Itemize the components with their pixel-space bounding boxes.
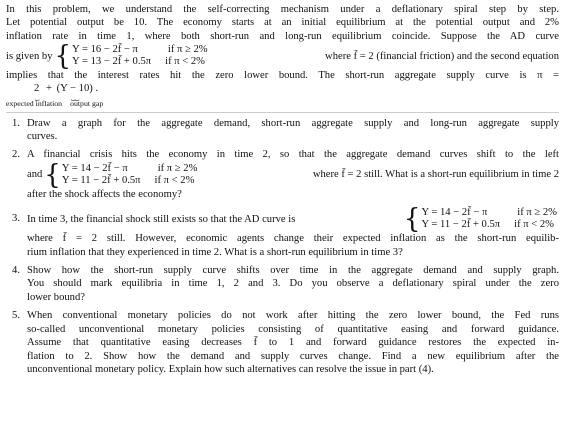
question-text: Draw a graph for the aggregate demand, short-run aggregate supply and long-run aggregate supply xyxy=(27,117,559,129)
ad-row-2 xyxy=(72,56,205,67)
ad-row-2-eq: Y = 13 − 2f̄ + 0.5π xyxy=(72,56,152,68)
question-2 xyxy=(6,148,559,201)
ad-row-1-cond: if π ≥ 2% xyxy=(157,163,198,175)
ad-shift-equation xyxy=(27,159,559,191)
as-term-gap xyxy=(57,83,93,100)
question-text: In time 3, the financial shock still exists so that the AD curve is xyxy=(27,213,296,225)
question-text: after the shock affects the economy? xyxy=(27,188,182,200)
as-plus: + xyxy=(45,82,52,94)
question-5 xyxy=(6,309,559,376)
intro-line-3: inflation rate in time 1, where both short-run and long-run equilibrium coincide. Suppose the AD curve xyxy=(6,30,559,42)
question-text: unconventional monetary policy. Explain how such alternatives can resolve the issue in part (4). xyxy=(27,363,434,375)
and-text: and xyxy=(27,169,43,181)
question-text: curves. xyxy=(27,131,58,143)
question-4 xyxy=(6,264,559,304)
ad-row-1 xyxy=(62,163,198,174)
ad-row-1-eq: Y = 14 − 2f̄ − π xyxy=(61,163,128,175)
ad-row-1-eq: Y = 14 − 2f̄ − π xyxy=(421,207,488,219)
brace-icon: { xyxy=(403,203,421,235)
question-text: When conventional monetary policies do not work after hitting the zero lower bound, the Fed runs xyxy=(27,310,559,322)
question-text: You should mark equilibria in time 1, 2 and 3. Do you observe a deflationary spiral under the zero xyxy=(27,278,559,290)
ad-row-1-cond: if π ≥ 2% xyxy=(517,207,557,219)
underbrace-icon: ⏟ xyxy=(34,91,39,101)
ad-row-1 xyxy=(421,207,557,218)
label-expected-inflation: expected inflation xyxy=(6,98,63,108)
ad-row-1-eq: Y = 16 − 2f̄ − π xyxy=(72,44,138,56)
underbrace-labels xyxy=(6,99,559,108)
question-text: A financial crisis hits the economy in time 2, so that the aggregate demand curves shift to the left xyxy=(27,149,559,161)
given-by-text: is given by xyxy=(6,50,53,62)
ad-piecewise-time-2 xyxy=(44,159,198,191)
brace-icon: { xyxy=(44,159,61,191)
ad-row-1-cond: if π ≥ 2% xyxy=(167,44,208,56)
question-text: Show how the short-run supply curve shifts over time in the aggregate demand and supply graph. xyxy=(27,265,559,277)
as-curve-equation xyxy=(6,83,559,100)
question-number: 1. xyxy=(12,117,20,129)
ad-row-2-cond: if π < 2% xyxy=(165,56,206,68)
question-text: flation to 2. Show how the demand and supply curves change. Find a new equilibrium after the xyxy=(27,350,559,362)
ad-row-2 xyxy=(62,175,195,186)
question-text: so-called unconventional monetary policies consisting of quantitative easing and forward guidance. xyxy=(27,323,559,335)
ad-row-2 xyxy=(421,219,554,230)
as-term-1: 2 xyxy=(34,82,40,94)
question-text: where f̄ = 2 still. However, economic agents change their expected inflation as the short-run equilib- xyxy=(27,233,559,245)
ad-row-2-eq: Y = 11 − 2f̄ + 0.5π xyxy=(61,174,141,186)
intro-line-2: Let potential output be 10. The economy starts at an initial equilibrium at the potential output and 2% xyxy=(6,17,559,29)
intro-line-1: In this problem, we understand the self-correcting mechanism under a deflationary spiral step by step. xyxy=(6,4,559,15)
question-text: lower bound? xyxy=(27,291,85,303)
question-number: 2. xyxy=(12,149,20,161)
intro-line-5: implies that the interest rates hit the zero lower bound. The short-run aggregate supply curve is π = xyxy=(6,70,559,82)
underbrace-icon: ⏟⏟ xyxy=(70,91,79,101)
question-3 xyxy=(6,203,559,259)
ad-row-2-cond: if π < 2% xyxy=(514,219,555,231)
question-text: where f̄ = 2 still. What is a short-run equilibrium in time 2 xyxy=(312,169,559,181)
question-number: 3. xyxy=(12,213,20,225)
ad-curve-equation xyxy=(6,40,559,72)
divider xyxy=(6,112,559,113)
ad-piecewise-time-3 xyxy=(403,203,557,235)
after-ad-text: where f̄ = 2 (financial friction) and the second equation xyxy=(325,50,559,62)
as-term-2: (Y − 10) xyxy=(56,82,93,94)
question-number: 4. xyxy=(12,265,20,277)
question-list xyxy=(6,117,559,377)
question-text: Assume that quantitative easing decreases f̄ to 1 and forward guidance restores the expected in- xyxy=(27,337,559,349)
question-text: rium inflation that they experienced in time 2. What is a short-run equilibrium in time 3? xyxy=(27,246,403,258)
problem-intro xyxy=(6,3,559,108)
brace-icon: { xyxy=(54,40,72,72)
ad-time-3-equation xyxy=(27,203,559,235)
as-term-expected xyxy=(34,83,39,100)
ad-row-2-cond: if π < 2% xyxy=(154,174,195,186)
question-1 xyxy=(6,117,559,144)
ad-row-2-eq: Y = 11 − 2f̄ + 0.5π xyxy=(421,219,501,231)
ad-row-1 xyxy=(72,44,208,55)
as-end: . xyxy=(95,82,99,94)
label-output-gap: output gap xyxy=(70,98,104,108)
question-number: 5. xyxy=(12,310,20,322)
ad-piecewise xyxy=(54,40,208,72)
